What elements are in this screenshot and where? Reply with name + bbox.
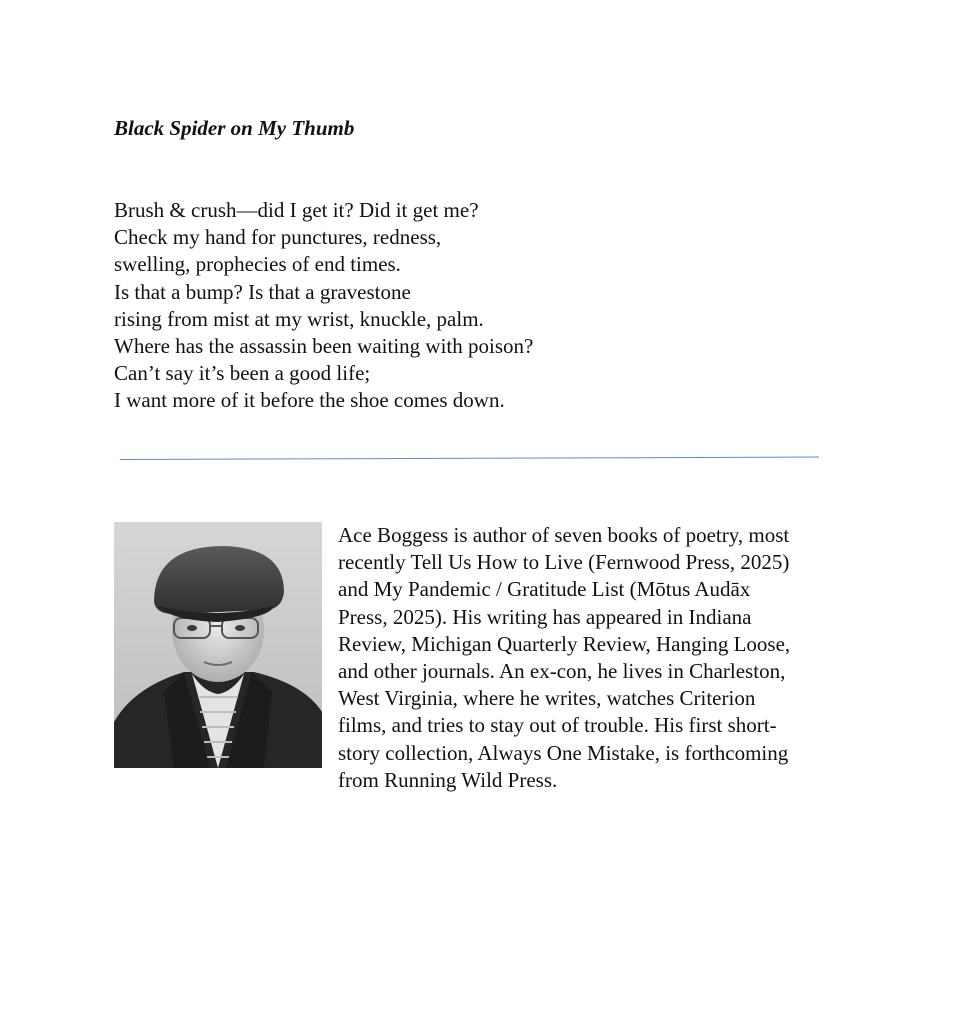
bio-line: Review, Michigan Quarterly Review, Hanging Loose,: [338, 631, 791, 656]
bio-line: films, and tries to stay out of trouble. His first short-: [338, 713, 777, 738]
author-photo: [114, 522, 322, 768]
bio-line: Ace Boggess is author of seven books of poetry, most: [338, 523, 790, 547]
poem-line: rising from mist at my wrist, knuckle, palm.: [114, 306, 484, 331]
bio-line: story collection, Always One Mistake, is forthcoming: [338, 740, 789, 765]
author-portrait-icon: [114, 522, 322, 768]
poem-line: Is that a bump? Is that a gravestone: [114, 279, 411, 304]
bio-line: from Running Wild Press.: [338, 767, 558, 792]
bio-line: West Virginia, where he writes, watches Criterion: [338, 686, 756, 711]
poem-title: Black Spider on My Thumb: [114, 116, 355, 140]
poem-line: swelling, prophecies of end times.: [114, 252, 401, 277]
bio-line: and other journals. An ex-con, he lives in Charleston,: [338, 659, 786, 684]
poem-line: I want more of it before the shoe comes down.: [114, 388, 505, 413]
section-divider: [120, 457, 819, 460]
poem-line: Can’t say it’s been a good life;: [114, 361, 371, 386]
poem-body: [114, 197, 533, 415]
poem-line: Check my hand for punctures, redness,: [114, 225, 442, 250]
author-bio: [338, 522, 858, 794]
bio-line: Press, 2025). His writing has appeared in Indiana: [338, 604, 752, 629]
poem-line: Brush & crush—did I get it? Did it get me?: [114, 198, 479, 222]
poem-line: Where has the assassin been waiting with poison?: [114, 334, 534, 359]
bio-line: recently Tell Us How to Live (Fernwood Press, 2025): [338, 550, 790, 575]
bio-line: and My Pandemic / Gratitude List (Mōtus Audāx: [338, 577, 751, 602]
